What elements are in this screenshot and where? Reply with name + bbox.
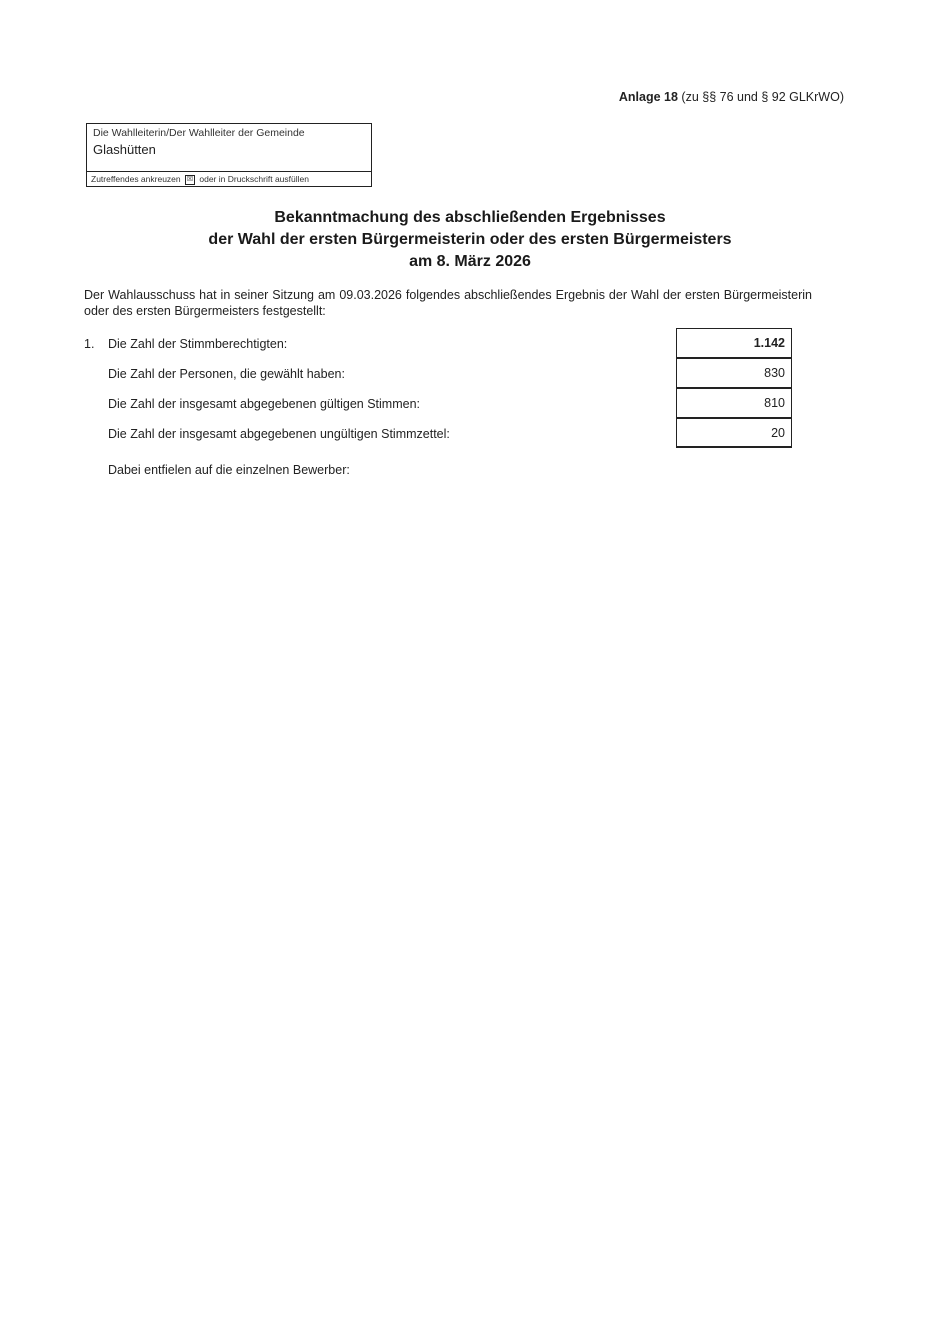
intro-paragraph: Der Wahlausschuss hat in seiner Sitzung am 09.03.2026 folgendes abschließendes Ergebnis der Wahl der ersten Bürgermeisterin oder des ersten Bürgermeisters festgestellt: (84, 288, 812, 318)
hint-text-after: oder in Druckschrift ausfüllen (199, 174, 309, 184)
fill-in-hint (87, 171, 371, 186)
result-row-valid-votes (0, 388, 950, 418)
annex-reference (619, 90, 844, 104)
result-value-box (676, 418, 792, 448)
document-title (0, 207, 950, 273)
result-value-box (676, 328, 792, 358)
election-authority-box (86, 123, 372, 187)
result-value-box (676, 388, 792, 418)
result-label: Die Zahl der insgesamt abgegebenen ungültigen Stimmzettel: (108, 427, 450, 441)
title-line-2: der Wahl der ersten Bürgermeisterin oder des ersten Bürgermeisters (208, 231, 732, 248)
candidates-intro: Dabei entfielen auf die einzelnen Bewerber: (108, 463, 350, 477)
result-label: Die Zahl der Personen, die gewählt haben: (108, 367, 345, 381)
title-line-1: Bekanntmachung des abschließenden Ergebnisses (274, 209, 666, 226)
section-number: 1. (84, 337, 95, 351)
result-value: 20 (771, 426, 785, 440)
annex-number: Anlage 18 (618, 90, 678, 104)
annex-legal-reference: (zu §§ 76 und § 92 GLKrWO) (681, 90, 844, 104)
result-row-voters (0, 358, 950, 388)
result-label: Die Zahl der insgesamt abgegebenen gültigen Stimmen: (108, 397, 420, 411)
checkbox-x-icon: ☒ (186, 175, 194, 183)
result-value: 810 (764, 396, 785, 410)
result-value: 1.142 (753, 336, 785, 350)
authority-label: Die Wahlleiterin/Der Wahlleiter der Gemeinde (93, 127, 305, 139)
result-value: 830 (764, 366, 785, 380)
result-value-box (676, 358, 792, 388)
municipality-name: Glashütten (93, 142, 156, 157)
hint-text-before: Zutreffendes ankreuzen (91, 174, 181, 184)
result-row-invalid-ballots (0, 418, 950, 448)
title-line-3: am 8. März 2026 (409, 253, 531, 270)
result-label: Die Zahl der Stimmberechtigten: (108, 337, 288, 351)
result-row-eligible-voters (0, 328, 950, 358)
